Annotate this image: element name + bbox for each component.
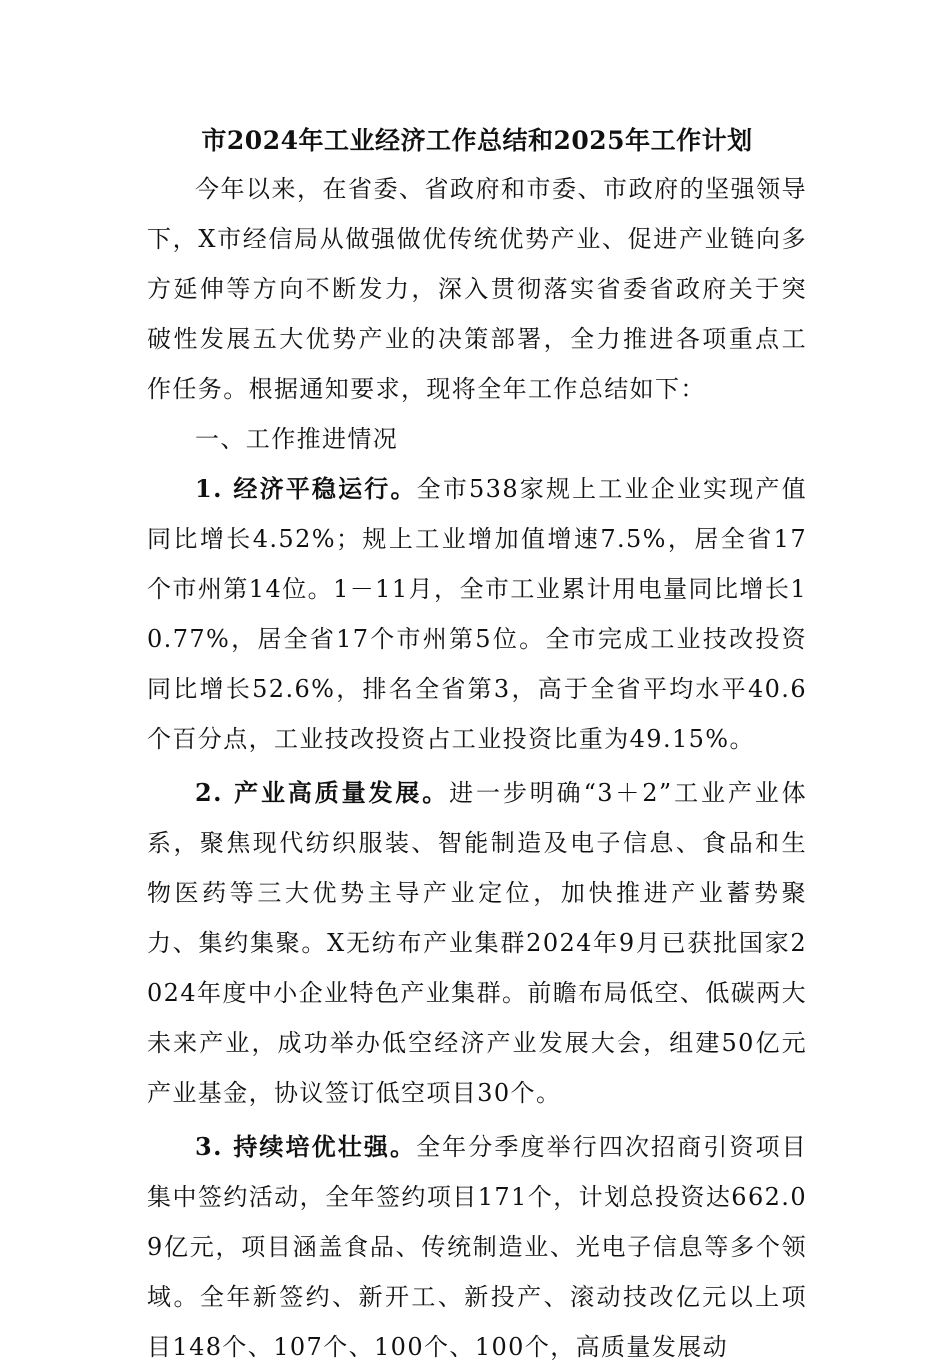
- section-heading: 一、工作推进情况: [195, 425, 399, 453]
- document-page: [147, 118, 807, 1372]
- item-text-1: 全市538家规上工业企业实现产值同比增长4.52%；规上工业增加值增速7.5%，居全省17个市州第14位。1－11月，全市工业累计用电量同比增长10.77%，居全省17个市州第5位。全市完成工业技改投资同比增长52.6%，排名全省第3，高于全省平均水平40.6个百分点，工业技改投资占工业投资比重为49.15%。: [147, 475, 807, 753]
- item-paragraph-1: [147, 464, 807, 764]
- document-title: 市2024年工业经济工作总结和2025年工作计划: [201, 126, 753, 155]
- intro-paragraph: 今年以来，在省委、省政府和市委、市政府的坚强领导下，X市经信局从做强做优传统优势产业、促进产业链向多方延伸等方向不断发力，深入贯彻落实省委省政府关于突破性发展五大优势产业的决策部署，全力推进各项重点工作任务。根据通知要求，现将全年工作总结如下：: [147, 175, 807, 403]
- item-paragraph-2: [147, 768, 807, 1118]
- item-text-2: 进一步明确“3＋2”工业产业体系，聚焦现代纺织服装、智能制造及电子信息、食品和生物医药等三大优势主导产业定位，加快推进产业蓄势聚力、集约集聚。X无纺布产业集群2024年9月已获批国家2024年度中小企业特色产业集群。前瞻布局低空、低碳两大未来产业，成功举办低空经济产业发展大会，组建50亿元产业基金，协议签订低空项目30个。: [147, 779, 808, 1107]
- item-lead-1: 1. 经济平稳运行。: [195, 474, 417, 503]
- item-lead-2: 2. 产业高质量发展。: [195, 778, 450, 807]
- item-text-3: 全年分季度举行四次招商引资项目集中签约活动，全年签约项目171个，计划总投资达662.09亿元，项目涵盖食品、传统制造业、光电子信息等多个领域。全年新签约、新开工、新投产、滚动技改亿元以上项目148个、107个、100个、100个，高质量发展动: [147, 1133, 807, 1361]
- item-paragraph-3: [147, 1122, 807, 1372]
- item-lead-3: 3. 持续培优壮强。: [195, 1132, 417, 1161]
